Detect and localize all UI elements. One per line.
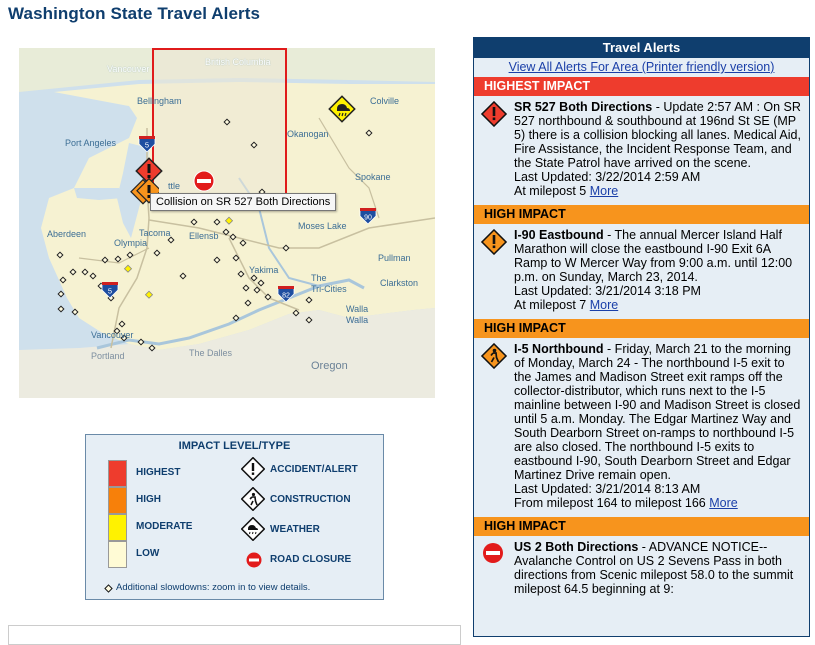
interstate-90-shield-icon <box>359 207 377 224</box>
alert-title: SR 527 Both Directions <box>514 100 653 114</box>
alert-item <box>474 536 809 603</box>
legend-level-low: LOW <box>136 548 160 559</box>
interstate-5-south-shield-icon <box>101 281 119 298</box>
legend-swatch-low <box>108 541 127 568</box>
interstate-5-north-shield-icon <box>138 135 156 152</box>
map-label-olympia: Olympia <box>114 238 148 248</box>
map-label-pullman: Pullman <box>378 253 411 263</box>
alert-updated: Last Updated: 3/21/2014 8:13 AM <box>514 482 701 496</box>
i5-south-shield-text: 5 <box>107 286 113 296</box>
weather-icon <box>241 517 265 541</box>
view-all-alerts-link[interactable]: View All Alerts For Area (Printer friendly version) <box>508 60 775 74</box>
construction-icon <box>241 487 265 511</box>
slowdown-diamond-icon <box>104 584 113 593</box>
map-label-okanogan: Okanogan <box>287 129 329 139</box>
accident-icon <box>241 457 265 481</box>
map-label-tri-cities: The Tri-Cities <box>311 273 347 294</box>
interstate-82-shield-icon <box>277 285 295 302</box>
construction-icon <box>481 343 507 369</box>
legend-swatch-high <box>108 487 127 514</box>
map-label-british-columbia: British Columbia <box>205 57 271 67</box>
map-label-clarkston: Clarkston <box>380 278 419 288</box>
legend-type-accident: ACCIDENT/ALERT <box>270 464 358 475</box>
map-label-yakima: Yakima <box>249 265 279 275</box>
alert-body: - The annual Mercer Island Half Marathon will close the eastbound I-90 Exit 6A Ramp to W Mercer Way from 9:00 a.m. until 12:00 p.m. on Sunday, March 23, 2014. <box>514 228 793 284</box>
impact-header-high: HIGH IMPACT <box>474 205 809 224</box>
impact-header-highest: HIGHEST IMPACT <box>474 77 809 96</box>
alert-body: - Friday, March 21 to the morning of Monday, March 24 - The northbound I-5 exit to the James and Madison Street exit ramps off the collector-distributor, which runs next to the I-5 mainline between I-90 and Madison Street is closed until 5 a.m. Monday. The Edgar Martinez Way and South Dearborn Street on-ramps to northbound I-5 are also closed. The northbound I-5 exits to eastbound I-90, South Dearborn Street and Edgar Martinez Drive remain open. <box>514 342 801 482</box>
alert-item <box>474 338 809 517</box>
i5-north-shield-text: 5 <box>144 140 150 150</box>
legend-type-construction: CONSTRUCTION <box>270 494 351 505</box>
legend-level-high: HIGH <box>136 494 161 505</box>
map-label-moses-lake: Moses Lake <box>298 221 347 231</box>
alert-updated: Last Updated: 3/22/2014 2:59 AM <box>514 170 701 184</box>
map-label-seattle: ttle <box>168 181 181 191</box>
accident-icon <box>481 101 507 127</box>
legend-note: Additional slowdowns: zoom in to view details. <box>116 582 311 593</box>
map-label-walla-walla: Walla Walla <box>346 304 369 325</box>
alert-milepost: From milepost 164 to milepost 166 <box>514 496 706 510</box>
alert-item <box>474 224 809 319</box>
legend-type-road-closure: ROAD CLOSURE <box>270 554 352 565</box>
alert-more-link[interactable]: More <box>589 298 619 312</box>
map-label-port-angeles: Port Angeles <box>65 138 117 148</box>
alert-body: - Update 2:57 AM : On SR 527 northbound & southbound at 196nd St SE (MP 5) there is a collision blocking all lanes. Medical Aid, Fire Assistance, the Incident Response Team, and the State Patrol have arrived on the scene. <box>514 100 801 170</box>
impact-header-high: HIGH IMPACT <box>474 319 809 338</box>
road-closure-icon <box>246 552 262 568</box>
map-label-spokane: Spokane <box>355 172 391 182</box>
map-label-ellensburg: Ellensb <box>189 231 219 241</box>
panel-header: Travel Alerts <box>474 38 809 58</box>
alert-item <box>474 96 809 205</box>
accident-icon <box>481 229 507 255</box>
impact-legend <box>85 434 384 600</box>
map-label-portland: Portland <box>91 351 125 361</box>
weather-alert-marker-icon[interactable] <box>327 94 357 124</box>
i82-shield-text: 82 <box>282 292 290 300</box>
map-label-aberdeen: Aberdeen <box>47 229 87 239</box>
alert-title: I-90 Eastbound <box>514 228 604 242</box>
alert-title: US 2 Both Directions <box>514 540 639 554</box>
alert-updated: Last Updated: 3/21/2014 3:18 PM <box>514 284 701 298</box>
road-closure-marker-icon[interactable] <box>193 170 215 192</box>
travel-alerts-panel <box>473 37 810 637</box>
traffic-map[interactable] <box>19 48 435 398</box>
map-label-bellingham: Bellingham <box>137 96 182 106</box>
page-title: Washington State Travel Alerts <box>8 4 261 23</box>
map-tooltip: Collision on SR 527 Both Directions <box>150 193 336 211</box>
legend-swatch-highest <box>108 460 127 487</box>
map-label-oregon: Oregon <box>311 360 348 372</box>
legend-title: IMPACT LEVEL/TYPE <box>178 440 291 452</box>
map-label-vancouver: Vancouver <box>91 330 134 340</box>
map-label-tacoma: Tacoma <box>139 228 171 238</box>
road-closure-icon <box>481 541 505 565</box>
alert-title: I-5 Northbound <box>514 342 604 356</box>
alert-milepost: At milepost 5 <box>514 184 587 198</box>
bottom-panel <box>8 625 461 645</box>
impact-header-high: HIGH IMPACT <box>474 517 809 536</box>
alert-milepost: At milepost 7 <box>514 298 587 312</box>
legend-level-moderate: MODERATE <box>136 521 193 532</box>
alert-more-link[interactable]: More <box>589 184 619 198</box>
legend-swatch-moderate <box>108 514 127 541</box>
map-label-the-dalles: The Dalles <box>189 348 233 358</box>
legend-level-highest: HIGHEST <box>136 467 181 478</box>
legend-type-weather: WEATHER <box>270 524 320 535</box>
alert-body: - ADVANCE NOTICE-- Avalanche Control on US 2 Sevens Pass in both directions from Scenic milepost 58.0 to the summit milepost 64.5 beginning at 9: <box>514 540 794 596</box>
i90-shield-text: 90 <box>364 214 372 222</box>
map-label-vancouver-bc: Vancouver <box>107 64 150 74</box>
map-label-colville: Colville <box>370 96 400 106</box>
alert-more-link[interactable]: More <box>709 496 738 510</box>
